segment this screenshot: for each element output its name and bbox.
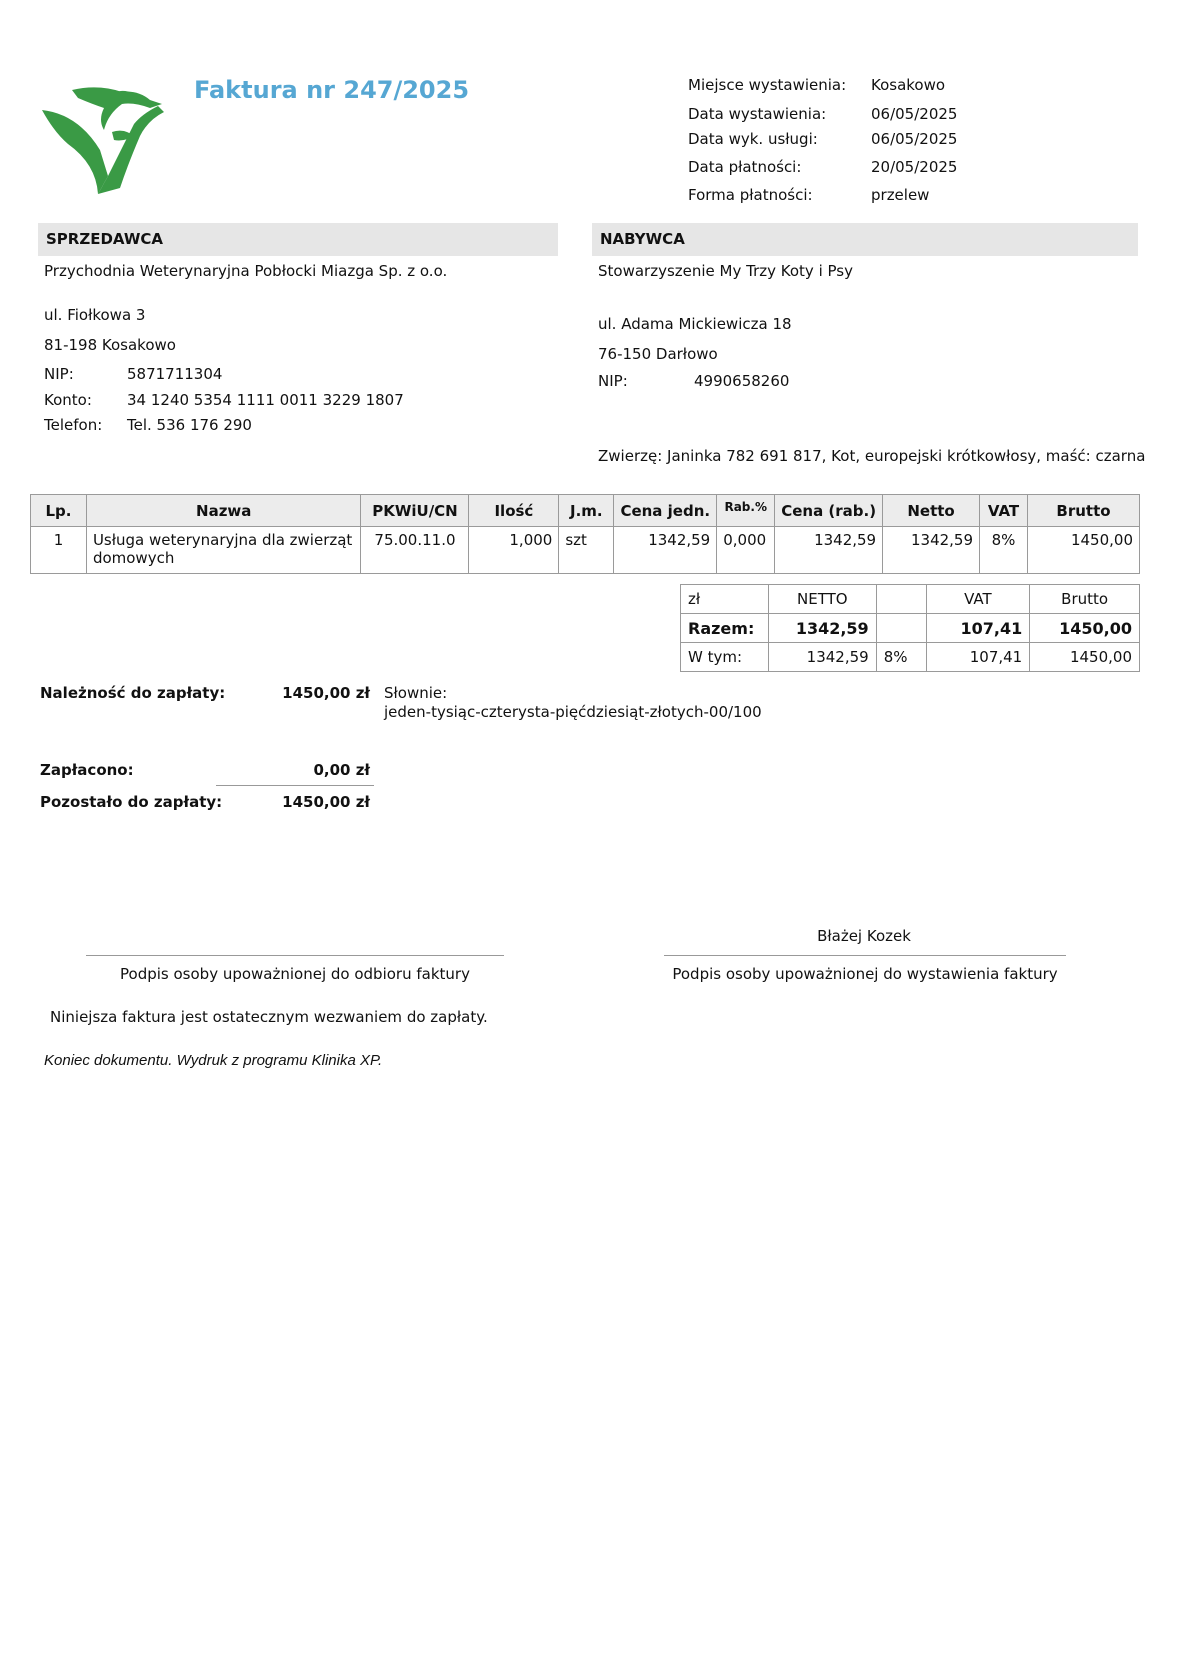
cell-name: Usługa weterynaryjna dla zwierząt domowych <box>86 527 361 574</box>
amount-due-value: 1450,00 zł <box>282 684 370 702</box>
summary-head-rate <box>876 585 926 614</box>
summary-header-row <box>681 585 1140 614</box>
seller-phone: Tel. 536 176 290 <box>127 416 252 434</box>
meta-value: 06/05/2025 <box>871 105 958 123</box>
col-name: Nazwa <box>86 495 361 527</box>
paid-divider <box>216 785 374 786</box>
buyer-heading: NABYWCA <box>592 223 1138 256</box>
col-price-disc: Cena (rab.) <box>775 495 883 527</box>
receiver-signature-caption: Podpis osoby upoważnionej do odbioru faktury <box>120 965 470 983</box>
summary-total-row <box>681 614 1140 643</box>
paid-label: Zapłacono: <box>40 761 134 779</box>
buyer-nip-label: NIP: <box>598 372 628 390</box>
buyer-name: Stowarzyszenie My Trzy Koty i Psy <box>598 262 853 280</box>
summary-total-rate <box>876 614 926 643</box>
col-unit-price: Cena jedn. <box>614 495 717 527</box>
summary-currency: zł <box>681 585 769 614</box>
col-brutto: Brutto <box>1028 495 1140 527</box>
summary-total-netto: 1342,59 <box>768 614 876 643</box>
remaining-label: Pozostało do zapłaty: <box>40 793 223 811</box>
summary-breakdown-rate: 8% <box>876 643 926 672</box>
remaining-value: 1450,00 zł <box>282 793 370 811</box>
cell-unit: szt <box>559 527 614 574</box>
final-notice: Niniejsza faktura jest ostatecznym wezwaniem do zapłaty. <box>50 1008 488 1026</box>
meta-value: Kosakowo <box>871 76 946 94</box>
items-table <box>30 494 1140 574</box>
seller-street: ul. Fiołkowa 3 <box>44 306 146 324</box>
col-unit: J.m. <box>559 495 614 527</box>
cell-unit-price: 1342,59 <box>614 527 717 574</box>
meta-value: przelew <box>871 186 930 204</box>
amount-due-label: Należność do zapłaty: <box>40 684 226 702</box>
amount-words: jeden-tysiąc-czterysta-pięćdziesiąt-złotych-00/100 <box>384 703 762 721</box>
col-vat: VAT <box>980 495 1028 527</box>
issuer-signature-line <box>664 955 1066 956</box>
col-netto: Netto <box>883 495 980 527</box>
summary-head-vat: VAT <box>926 585 1030 614</box>
cell-brutto: 1450,00 <box>1028 527 1140 574</box>
cell-lp: 1 <box>31 527 87 574</box>
seller-nip-label: NIP: <box>44 365 74 383</box>
issuer-signature-caption: Podpis osoby upoważnionej do wystawienia faktury <box>672 965 1058 983</box>
amount-words-label: Słownie: <box>384 684 448 702</box>
seller-nip: 5871711304 <box>127 365 223 383</box>
seller-account: 34 1240 5354 1111 0011 3229 1807 <box>127 391 404 409</box>
receiver-signature-line <box>86 955 504 956</box>
meta-label: Data wystawienia: <box>688 105 827 123</box>
meta-label: Data płatności: <box>688 158 802 176</box>
summary-total-brutto: 1450,00 <box>1030 614 1140 643</box>
summary-breakdown-netto: 1342,59 <box>768 643 876 672</box>
issuer-name: Błażej Kozek <box>817 927 911 945</box>
paid-value: 0,00 zł <box>313 761 370 779</box>
summary-breakdown-brutto: 1450,00 <box>1030 643 1140 672</box>
document-end-note: Koniec dokumentu. Wydruk z programu Klinika XP. <box>44 1052 383 1069</box>
cell-qty: 1,000 <box>469 527 559 574</box>
cell-discount: 0,000 <box>717 527 775 574</box>
seller-account-label: Konto: <box>44 391 92 409</box>
meta-label: Forma płatności: <box>688 186 813 204</box>
cell-pkwiu: 75.00.11.0 <box>361 527 469 574</box>
summary-total-vat: 107,41 <box>926 614 1030 643</box>
cell-netto: 1342,59 <box>883 527 980 574</box>
meta-label: Miejsce wystawienia: <box>688 76 847 94</box>
summary-breakdown-vat: 107,41 <box>926 643 1030 672</box>
summary-breakdown-row <box>681 643 1140 672</box>
cell-vat: 8% <box>980 527 1028 574</box>
meta-label: Data wyk. usługi: <box>688 130 818 148</box>
buyer-animal: Zwierzę: Janinka 782 691 817, Kot, europejski krótkowłosy, maść: czarna <box>598 447 1146 465</box>
meta-value: 20/05/2025 <box>871 158 958 176</box>
buyer-nip: 4990658260 <box>694 372 790 390</box>
seller-phone-label: Telefon: <box>44 416 103 434</box>
summary-total-label: Razem: <box>681 614 769 643</box>
buyer-city: 76-150 Darłowo <box>598 345 718 363</box>
seller-name: Przychodnia Weterynaryjna Pobłocki Miazga Sp. z o.o. <box>44 262 448 280</box>
vat-summary-table <box>680 584 1140 672</box>
meta-value: 06/05/2025 <box>871 130 958 148</box>
clinic-logo <box>38 84 166 202</box>
seller-city: 81-198 Kosakowo <box>44 336 176 354</box>
buyer-street: ul. Adama Mickiewicza 18 <box>598 315 792 333</box>
col-discount: Rab.% <box>717 495 775 527</box>
items-header-row <box>31 495 1140 527</box>
invoice-title: Faktura nr 247/2025 <box>194 76 470 104</box>
cell-price-disc: 1342,59 <box>775 527 883 574</box>
col-pkwiu: PKWiU/CN <box>361 495 469 527</box>
summary-head-brutto: Brutto <box>1030 585 1140 614</box>
col-lp: Lp. <box>31 495 87 527</box>
summary-breakdown-label: W tym: <box>681 643 769 672</box>
seller-heading: SPRZEDAWCA <box>38 223 558 256</box>
col-qty: Ilość <box>469 495 559 527</box>
summary-head-netto: NETTO <box>768 585 876 614</box>
table-row <box>31 527 1140 574</box>
